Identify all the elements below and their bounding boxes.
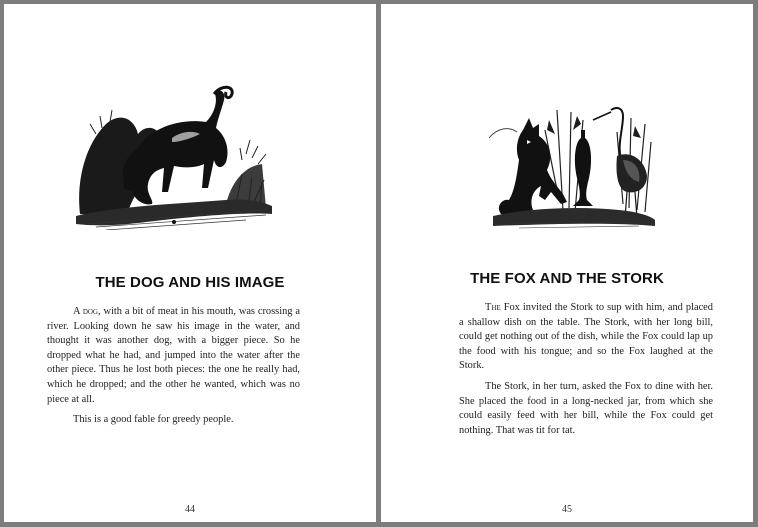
paragraph-body: , with a bit of meat in his mouth, was crossing a river. Looking down he saw his image in the water, and thought it was another dog, with a bigger piece. So he dropped what he had, and jumped into the water after the other piece. Thus he lost both pieces: the one he really had, which he dropped; and the other he wanted, which was no piece at all. xyxy=(47,306,300,405)
paragraph: This is a good fable for greedy people. xyxy=(73,414,234,426)
dog-drinking-illustration xyxy=(76,84,272,230)
drop-lead: A dog xyxy=(73,306,98,317)
fable-text xyxy=(47,305,300,434)
page-number: 45 xyxy=(562,504,572,515)
paragraph: The Stork, in her turn, asked the Fox to dine with her. She placed the food in a long-necked jar, from which she could easily feed with her bill, while the Fox could get nothing. That was tit for tat. xyxy=(459,380,713,436)
fox-and-stork-illustration xyxy=(489,90,655,230)
paragraph xyxy=(47,305,300,407)
fable-title: THE FOX AND THE STORK xyxy=(470,270,664,287)
fable-title: THE DOG AND HIS IMAGE xyxy=(95,274,285,291)
page-number: 44 xyxy=(185,504,195,515)
drop-lead: The xyxy=(485,302,501,313)
right-page xyxy=(381,4,753,522)
paragraph xyxy=(459,301,713,374)
paragraph-body: Fox invited the Stork to sup with him, and placed a shallow dish on the table. The Stork, with her long bill, could get nothing out of the dish, while the Fox could lap up the food with his tongue; and so the Fox laughed at the Stork. xyxy=(459,302,713,372)
fable-text xyxy=(459,301,713,444)
left-page xyxy=(4,4,376,522)
